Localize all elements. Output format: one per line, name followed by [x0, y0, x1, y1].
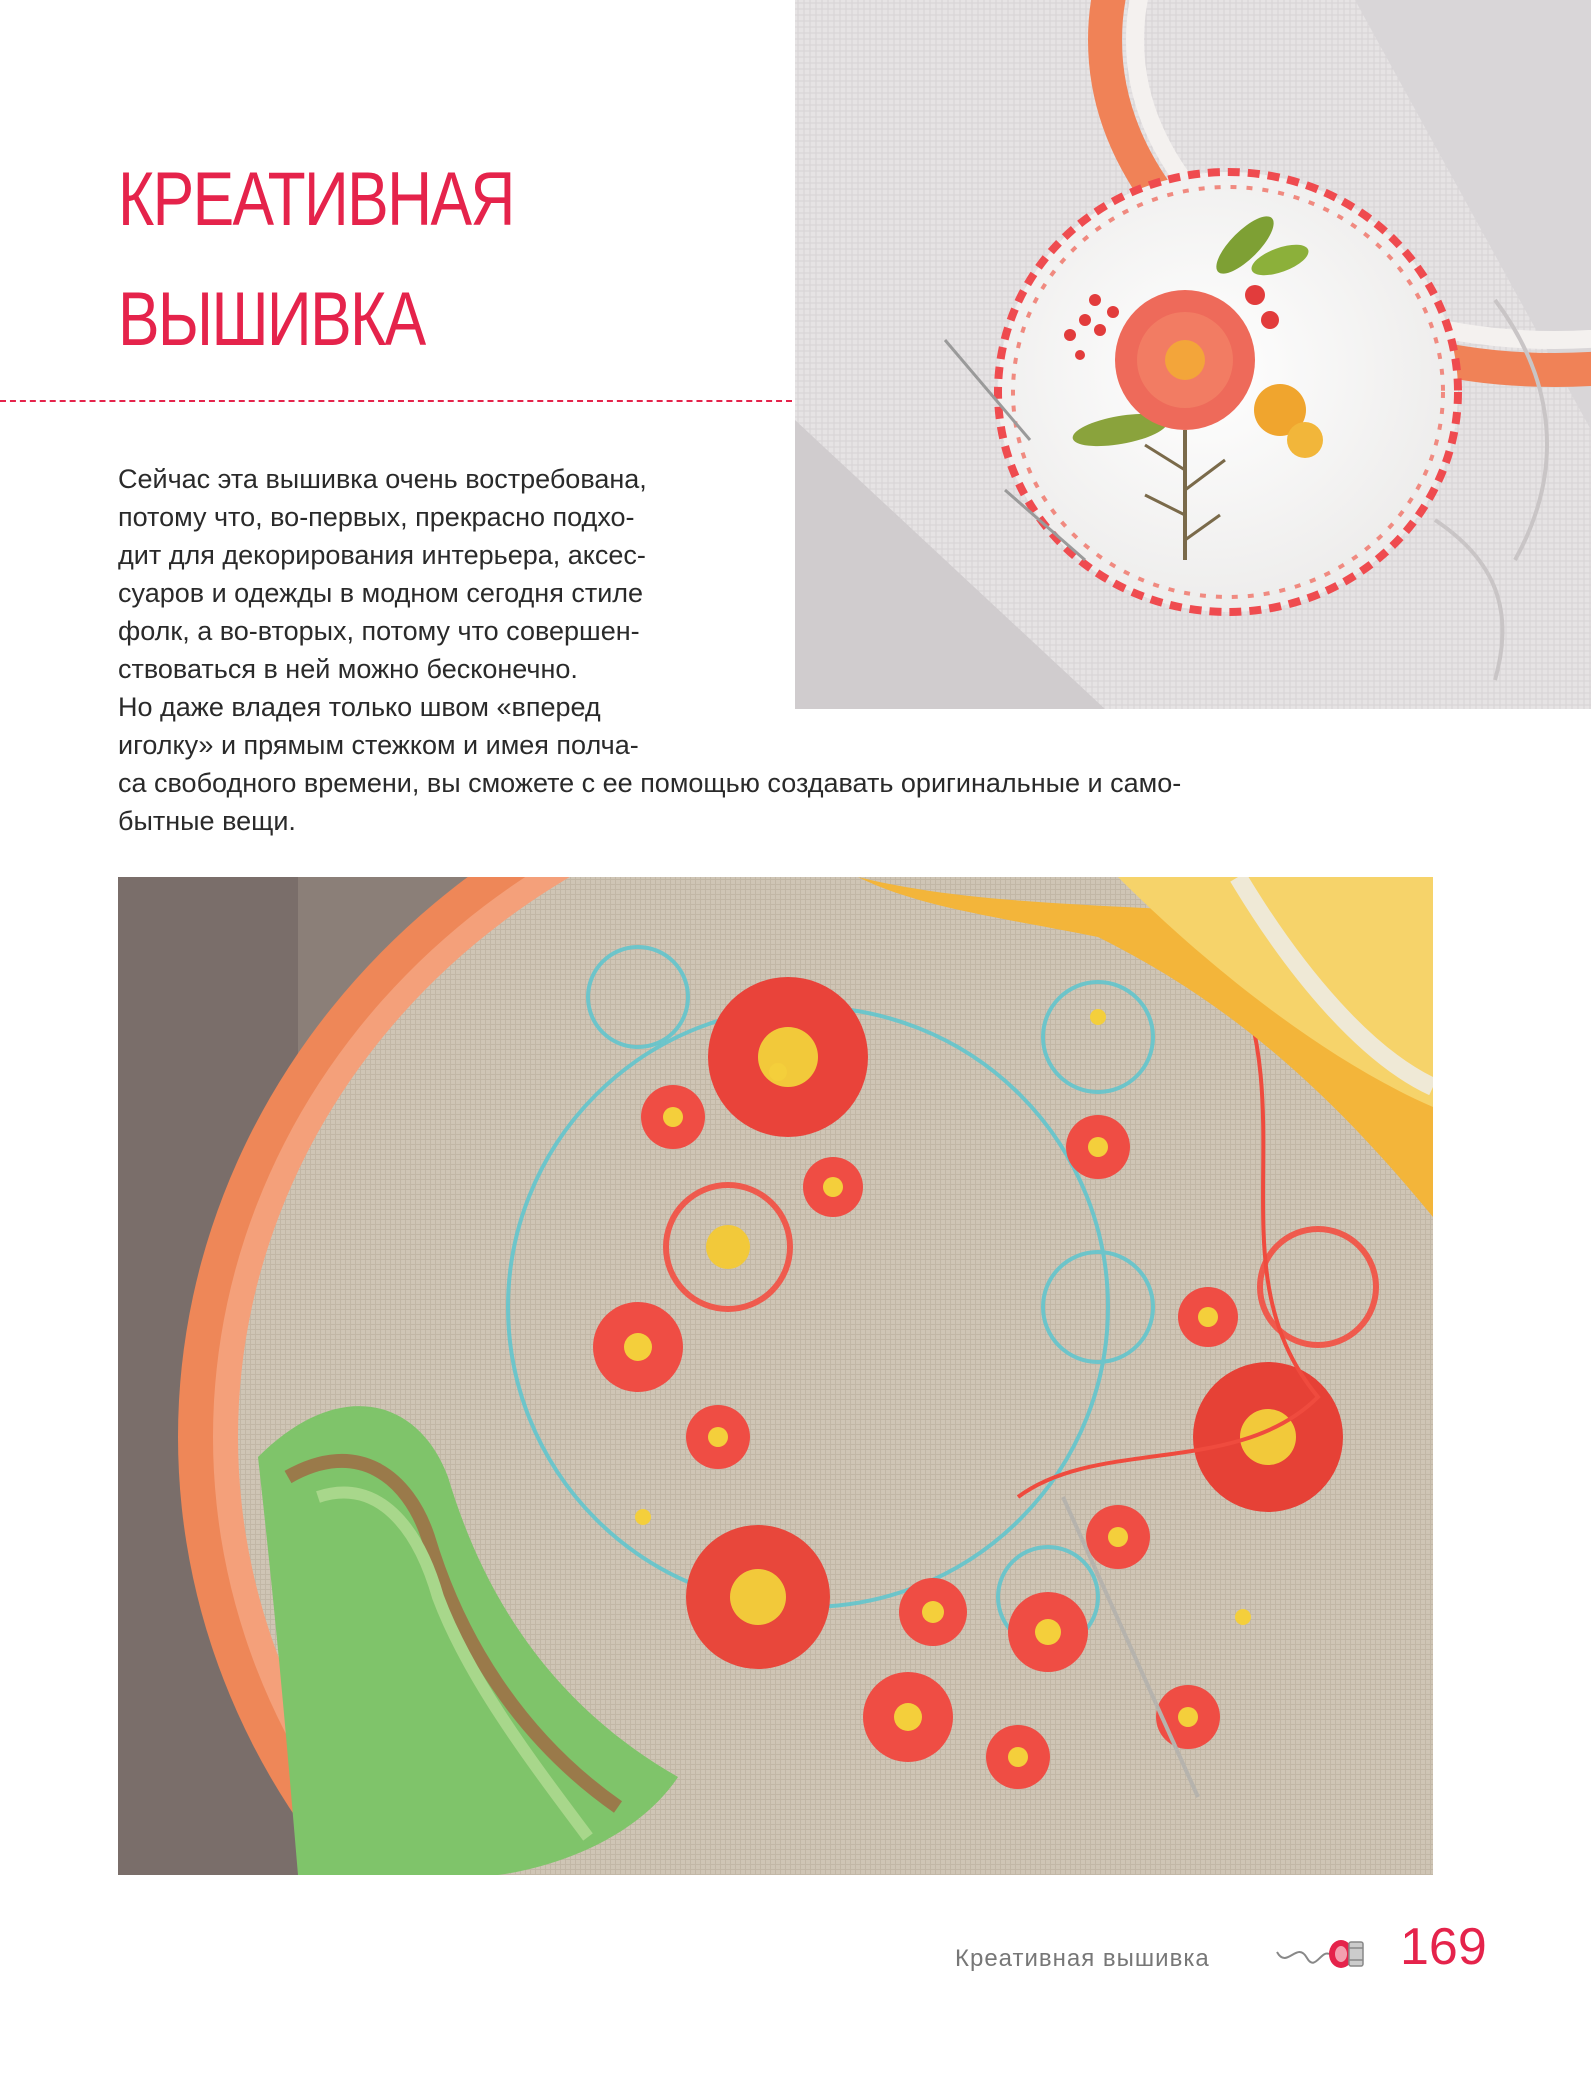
title-line-2: ВЫШИВКА [118, 277, 425, 362]
paragraph-line: бытные вещи. [118, 806, 296, 836]
embroidery-hoop-photo [118, 877, 1433, 1875]
footer-section-label: Креативная вышивка [955, 1945, 1210, 1972]
page-number: 169 [1400, 1918, 1487, 1976]
dashed-divider [0, 400, 792, 402]
paragraph-line: потому что, во-первых, прекрасно подхо- [118, 502, 635, 532]
paragraph-line: са свободного времени, вы сможете с ее помощью создавать оригинальные и само- [118, 768, 1182, 798]
paragraph-line: суаров и одежды в модном сегодня стиле [118, 578, 644, 608]
paragraph-line: ствоваться в ней можно бесконечно. [118, 654, 578, 684]
pincushion-photo [795, 0, 1591, 709]
thread-spool-icon [1275, 1930, 1370, 1980]
page-title [118, 140, 676, 380]
paragraph-line: Но даже владея только швом «вперед [118, 692, 601, 722]
paragraph-line: Сейчас эта вышивка очень востребована, [118, 464, 647, 494]
title-line-1: КРЕАТИВНАЯ [118, 157, 514, 242]
paragraph-line: фолк, а во-вторых, потому что совершен- [118, 616, 640, 646]
paragraph-line: дит для декорирования интерьера, аксес- [118, 540, 646, 570]
paragraph-line: иголку» и прямым стежком и имея полча- [118, 730, 639, 760]
